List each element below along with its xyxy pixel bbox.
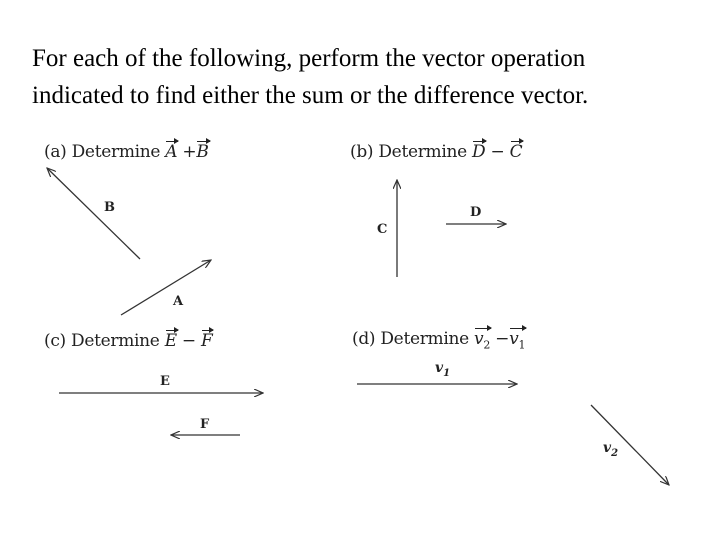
vector-v2-subscript: 2 bbox=[611, 447, 619, 459]
instructions-line-1: For each of the following, perform the vector operation bbox=[32, 45, 586, 72]
vector-v2-letter: v bbox=[603, 440, 612, 456]
part-d-vector-2-letter: v bbox=[509, 329, 519, 349]
part-c-vector-1: E bbox=[164, 331, 177, 351]
part-c-operator: − bbox=[181, 331, 196, 351]
part-a-prefix: (a) Determine bbox=[44, 142, 161, 162]
vector-v1-subscript: 1 bbox=[443, 367, 451, 379]
part-d-vector-1-letter: v bbox=[474, 329, 484, 349]
vector-v2-label bbox=[603, 440, 618, 459]
part-b-vector-2: C bbox=[509, 142, 523, 162]
part-d-prefix: (d) Determine bbox=[352, 329, 469, 349]
part-d-operator: − bbox=[495, 329, 510, 349]
vector-b-label: B bbox=[104, 200, 115, 215]
vector-b-arrow bbox=[47, 168, 140, 259]
vector-f-label: F bbox=[200, 417, 210, 432]
vector-c-label: C bbox=[377, 222, 388, 237]
part-a-vector-1: A bbox=[165, 142, 178, 162]
part-b-operator: − bbox=[490, 142, 505, 162]
part-c-vector-2: F bbox=[200, 331, 213, 351]
part-d-vector-2-subscript: 1 bbox=[518, 338, 526, 352]
vector-e-label: E bbox=[160, 374, 170, 389]
part-d-vector-1-subscript: 2 bbox=[483, 338, 491, 352]
instructions-line-2: indicated to find either the sum or the difference vector. bbox=[32, 82, 589, 109]
part-c-prefix: (c) Determine bbox=[44, 331, 160, 351]
vector-d-label: D bbox=[470, 205, 482, 220]
part-a-operator: + bbox=[182, 142, 197, 162]
vector-v1-label bbox=[435, 360, 450, 379]
part-b-prefix: (b) Determine bbox=[350, 142, 467, 162]
part-b-vector-1: D bbox=[472, 142, 486, 162]
part-a-vector-2: B bbox=[196, 142, 209, 162]
vector-a-label: A bbox=[173, 294, 184, 309]
vector-a-arrow bbox=[121, 260, 211, 315]
vector-v1-letter: v bbox=[435, 360, 444, 376]
